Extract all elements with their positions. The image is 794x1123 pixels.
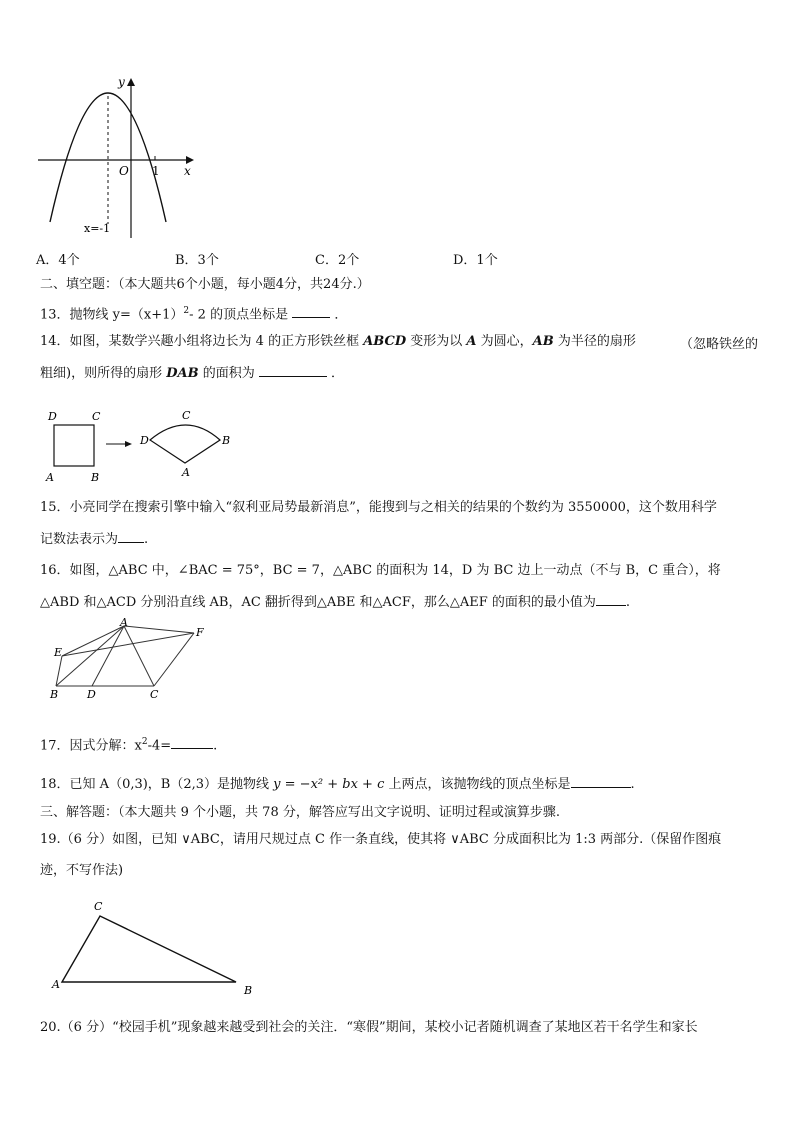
q14-end: ． (331, 366, 345, 381)
section-3-heading: 三、解答题：（本大题共 9 个小题，共 78 分，解答应写出文字说明、证明过程或演算步骤. (40, 805, 560, 820)
q17-text: -4= (147, 738, 172, 754)
label-b: B (50, 688, 59, 701)
q13-sup: 2 (183, 306, 190, 316)
q17-text: 17．因式分解：x (40, 738, 142, 754)
label-f: F (196, 626, 204, 639)
section-2-heading: 二、填空题：（本大题共6个小题，每小题4分，共24分.） (40, 277, 370, 292)
label-c: C (150, 688, 159, 701)
q14-text: 的面积为 (198, 366, 255, 381)
option-c: C．2个 (315, 253, 360, 268)
y-axis-arrow (127, 78, 135, 86)
question-14-line-1 (40, 333, 636, 351)
y-axis-label: y (118, 75, 125, 89)
label-e: E (54, 646, 63, 659)
q17-end: . (213, 738, 218, 754)
label-c: C (94, 900, 103, 913)
segment-ae (62, 626, 124, 656)
label-a: A (120, 618, 128, 629)
q14-text: 14．如图，某数学兴趣小组将边长为 4 的正方形铁丝框 (40, 334, 364, 349)
segment-ab (56, 626, 124, 686)
tick-1-label: 1 (152, 164, 160, 178)
q18-answer-blank (571, 775, 631, 788)
x-axis-label: x (184, 164, 191, 178)
q13-pre: 13．抛物线 y=（x+1） (40, 307, 184, 323)
question-19-line-2: 迹，不写作法) (40, 863, 124, 878)
q14-a: A (466, 334, 477, 349)
question-14-line-1-tail: （忽略铁丝的 (680, 337, 759, 352)
q14-figure (40, 406, 250, 486)
q18-text: 18．已知 A（0,3)，B（2,3）是抛物线 (40, 777, 274, 792)
question-13 (40, 302, 347, 324)
segment-ef (62, 633, 194, 656)
parabola-graph (36, 74, 206, 242)
square-abcd (54, 425, 94, 466)
question-17 (40, 733, 217, 755)
q13-end: ． (334, 307, 348, 323)
q16-end: . (625, 595, 631, 610)
option-b: B．3个 (175, 253, 219, 268)
sector-dab (150, 425, 220, 463)
label-b: B (91, 471, 100, 484)
question-16-line-1: 16．如图，△ABC 中，∠BAC = 75°，BC = 7，△ABC 的面积为 14，D 为 BC 边上一动点（不与 B，C 重合），将 (40, 563, 721, 578)
option-d: D．1个 (453, 253, 498, 268)
label-c: C (92, 410, 101, 423)
q18-end: . (630, 777, 635, 792)
question-20-line-1: 20.（6 分）“校园手机”现象越来越受到社会的关注．“寒假”期间，某校小记者随机调查了某地区若干名学生和家长 (40, 1020, 698, 1035)
option-a: A．4个 (36, 253, 80, 268)
origin-label: O (119, 164, 129, 178)
q13-answer-blank (292, 305, 330, 318)
q14-text: 粗细)，则所得的扇形 (40, 366, 167, 381)
q14-text: 为圆心， (476, 334, 533, 349)
q16-answer-blank (596, 593, 626, 606)
q14-text: 为半径的扇形 (553, 334, 636, 349)
q14-text: 变形为以 (406, 334, 467, 349)
q19-figure (48, 896, 262, 1000)
sector-label-c: C (182, 409, 191, 422)
q14-abcd: ABCD (363, 334, 407, 349)
question-14-line-2 (40, 364, 344, 383)
sector-label-b: B (222, 434, 231, 447)
sector-label-d: D (140, 434, 149, 447)
q15-answer-blank (118, 530, 144, 543)
sector-label-a: A (182, 466, 190, 479)
x-axis-arrow (186, 156, 194, 164)
q14-ab: AB (532, 334, 554, 349)
transform-arrowhead (125, 441, 132, 447)
q17-sup: 2 (141, 737, 148, 747)
axis-line-label: x=-1 (84, 222, 111, 235)
q18-formula: y = −x² + bx + c (273, 777, 385, 792)
segment-ad (92, 626, 124, 686)
q17-answer-blank (171, 736, 213, 749)
q16-figure (44, 618, 214, 702)
question-15-line-2 (40, 530, 148, 549)
label-b: B (244, 984, 253, 997)
q15-end: . (144, 532, 149, 547)
q15-text: 记数法表示为 (40, 532, 119, 547)
q14-dab: DAB (166, 366, 199, 381)
q13-post: - 2 的顶点坐标是 (189, 307, 289, 323)
label-d: D (87, 688, 96, 701)
q18-text: 上两点，该抛物线的顶点坐标是 (384, 777, 571, 792)
question-18 (40, 775, 635, 794)
question-15-line-1: 15．小亮同学在搜索引擎中输入“叙利亚局势最新消息”，能搜到与之相关的结果的个数约为 3550000，这个数用科学 (40, 500, 717, 515)
label-a: A (52, 978, 60, 991)
segment-ac (124, 626, 154, 686)
label-a: A (46, 471, 54, 484)
segment-fc (154, 633, 194, 686)
q14-answer-blank (259, 364, 327, 377)
q16-text: △ABD 和△ACD 分别沿直线 AB，AC 翻折得到△ABE 和△ACF，那么△AEF 的面积的最小值为 (40, 595, 596, 610)
triangle-abc (62, 916, 236, 982)
question-19-line-1: 19.（6 分）如图，已知 ∨ABC，请用尺规过点 C 作一条直线，使其将 ∨ABC 分成面积比为 1:3 两部分.（保留作图痕 (40, 832, 722, 847)
question-16-line-2 (40, 593, 630, 612)
segment-af (124, 626, 194, 633)
label-d: D (48, 410, 57, 423)
